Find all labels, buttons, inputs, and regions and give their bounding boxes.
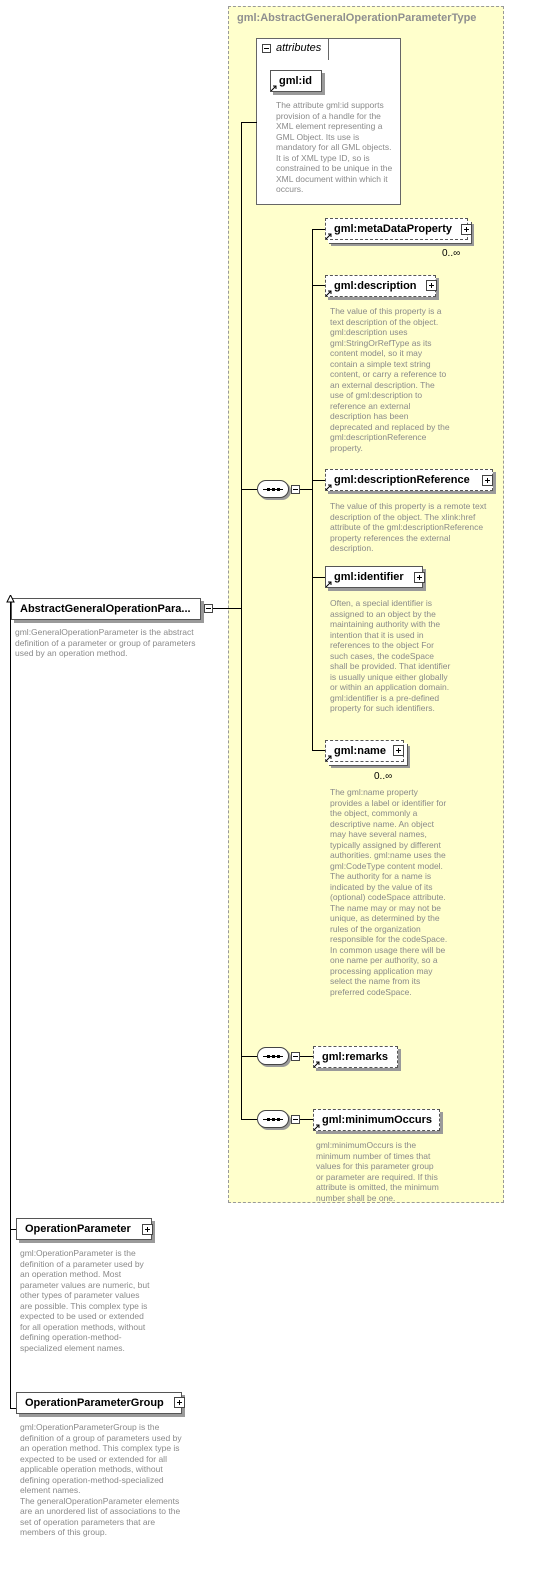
collapse-icon[interactable] [262, 44, 271, 53]
connector-line [300, 1119, 313, 1120]
connector-line [300, 1056, 313, 1057]
root-element-label: AbstractGeneralOperationPara... [20, 603, 191, 615]
reference-arrow-icon [326, 484, 332, 490]
reference-arrow-icon [326, 581, 332, 587]
element-minimumoccurs-text: gml:minimumOccurs is the minimum number of times that values for this parameter group or parameter are required. If this attribute is omitted, the minimum number shall be one. [316, 1140, 439, 1203]
reference-arrow-icon [314, 1061, 320, 1067]
connector-line [241, 122, 242, 1120]
sequence-compositor[interactable] [257, 1110, 289, 1128]
root-element-description: gml:GeneralOperationParameter is the abstract definition of a parameter or group of parameters used by an operation method. [15, 627, 196, 658]
expand-icon[interactable] [461, 224, 472, 235]
element-name-text: The gml:name property provides a label or identifier for the object, commonly a descriptive name. An object may have several names, typically assigned by different authorities. gml:name uses the gml:CodeType content model. The authority for a name is indicated by the value of its (optional) codeSpace attribute. The name may or may not be unique, as determined by the rules of the organization responsible for the codeSpace. In common usage there will be one name per authority, so a processing application may select the name from its preferred codeSpace. [330, 787, 448, 997]
inheritance-line [10, 598, 11, 1408]
element-minimumoccurs[interactable] [313, 1109, 440, 1131]
expand-icon[interactable] [393, 745, 404, 756]
element-description-text: The value of this property is a text description of the object. gml:description uses gml:StringOrRefType as its content model, so it may contain a simple text string content, or carry a reference to an external description. The use of gml:description to reference an external description has been deprecated and replaced by the gml:descriptionReference property. [330, 306, 450, 453]
element-remarks-label: gml:remarks [322, 1051, 389, 1063]
derived-operation-parameter-group-label: OperationParameterGroup [25, 1397, 164, 1409]
element-metadataproperty-label: gml:metaDataProperty [334, 223, 452, 235]
reference-arrow-icon [314, 1124, 320, 1130]
collapse-icon[interactable] [291, 1115, 300, 1124]
connector-line [312, 229, 325, 230]
reference-arrow-icon [326, 233, 332, 239]
derived-operation-parameter-group-description: gml:OperationParameterGroup is the definition of a group of parameters used by an operation method. This complex type is expected to be used or extended for all applicable operation methods, without defining operation-method-specialized element names. The generalOperationParameter elements are an unordered list of associations to the set of operation parameters that are members of this group. [20, 1422, 182, 1537]
connector-line [312, 577, 325, 578]
connector-line [241, 489, 257, 490]
collapse-icon[interactable] [291, 1052, 300, 1061]
element-descriptionreference-text: The value of this property is a remote text description of the object. The xlink:href attribute of the gml:descriptionReference property references the external description. [330, 501, 487, 553]
reference-arrow-icon [271, 85, 277, 91]
connector-line [241, 122, 257, 123]
attribute-gml-id[interactable] [270, 70, 322, 92]
element-minimumoccurs-label: gml:minimumOccurs [322, 1114, 433, 1126]
derived-operation-parameter-description: gml:OperationParameter is the definition of a parameter used by an operation method. Most parameter values are numeric, but other types of parameter values are possible. This complex type is expected to be used or extended for all operation methods, without defining operation-method-specialized element names. [20, 1248, 150, 1353]
attributes-label: attributes [276, 42, 322, 54]
element-description[interactable] [325, 275, 436, 297]
root-element[interactable] [11, 598, 201, 620]
inheritance-arrow-icon [6, 595, 15, 604]
element-description-label: gml:description [334, 280, 417, 292]
expand-icon[interactable] [482, 475, 493, 486]
sequence-compositor[interactable] [257, 480, 289, 498]
connector-line [300, 489, 312, 490]
complex-type-title: gml:AbstractGeneralOperationParameterType [237, 12, 477, 24]
reference-arrow-icon [326, 755, 332, 761]
reference-arrow-icon [326, 290, 332, 296]
attribute-gml-id-description: The attribute gml:id supports provision of a handle for the XML element representing a GML Object. Its use is mandatory for all GML objects. It is of XML type ID, so is constrained to be unique in the XML document within which it occurs. [276, 100, 393, 194]
attribute-gml-id-label: gml:id [279, 75, 312, 87]
element-identifier[interactable] [325, 566, 423, 588]
derived-operation-parameter-label: OperationParameter [25, 1223, 131, 1235]
expand-icon[interactable] [174, 1397, 185, 1408]
occurrence-label: 0..∞ [374, 771, 393, 782]
connector-line [312, 229, 313, 750]
expand-icon[interactable] [414, 572, 425, 583]
element-identifier-label: gml:identifier [334, 571, 404, 583]
element-descriptionreference-label: gml:descriptionReference [334, 474, 470, 486]
sequence-compositor[interactable] [257, 1047, 289, 1065]
derived-operation-parameter[interactable] [16, 1218, 152, 1240]
connector-line [241, 1119, 257, 1120]
connector-line [312, 750, 325, 751]
expand-icon[interactable] [142, 1224, 153, 1235]
derived-operation-parameter-group[interactable] [16, 1392, 182, 1414]
collapse-icon[interactable] [204, 604, 213, 613]
occurrence-label: 0..∞ [442, 248, 461, 259]
element-descriptionreference[interactable] [325, 469, 493, 491]
expand-icon[interactable] [426, 280, 437, 291]
element-identifier-text: Often, a special identifier is assigned to an object by the maintaining authority with the intention that it is used in references to the object For such cases, the codeSpace shall be provided. That identifier is usually unique either globally or within an application domain. gml:identifier is a pre-defined property for such identifiers. [330, 598, 451, 713]
connector-line [312, 480, 325, 481]
connector-line [241, 1056, 257, 1057]
element-metadataproperty[interactable] [325, 218, 468, 240]
element-remarks[interactable] [313, 1046, 398, 1068]
connector-line [312, 285, 325, 286]
collapse-icon[interactable] [291, 485, 300, 494]
element-name-label: gml:name [334, 745, 386, 757]
